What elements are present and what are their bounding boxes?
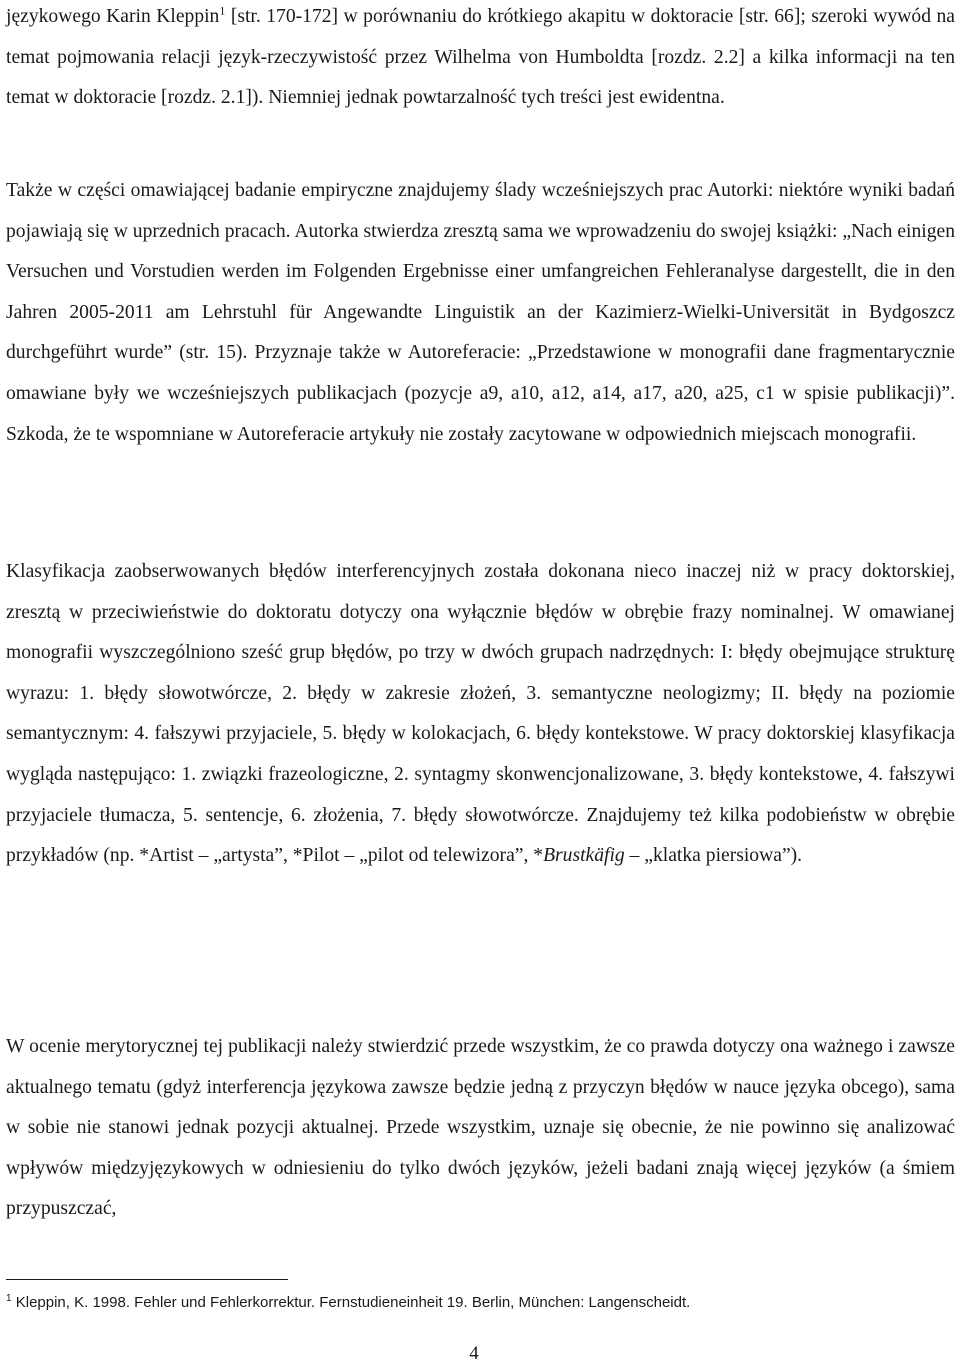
footnote-reference[interactable]: 1	[219, 3, 226, 18]
paragraph-1	[6, 0, 955, 119]
footnote-text: Kleppin, K. 1998. Fehler und Fehlerkorrektur. Fernstudieneinheit 19. Berlin, München: Langenscheidt.	[11, 1294, 691, 1311]
paragraph-3-text: Klasyfikacja zaobserwowanych błędów interferencyjnych została dokonana nieco inaczej niż w pracy doktorskiej, zresztą w przeciwieństwie do doktoratu dotyczy ona wyłącznie błędów w obrębie frazy nominalnej. W omawianej monografii wyszczególniono sześć grup błędów, po trzy w dwóch grupach nadrzędnych: I: błędy obejmujące strukturę wyrazu: 1. błędy słowotwórcze, 2. błędy w zakresie złożeń, 3. semantyczne neologizmy; II. błędy na poziomie semantycznym: 4. fałszywi przyjaciele, 5. błędy w kolokacjach, 6. błędy kontekstowe. W pracy doktorskiej klasyfikacja wygląda następująco: 1. związki frazeologiczne, 2. syntagmy skonwencjonalizowane, 3. błędy kontekstowe, 4. fałszywi przyjaciele tłumacza, 5. sentencje, 6. złożenia, 7. błędy słowotwórcze. Znajdujemy też kilka podobieństw w obrębie przykładów (np. *Artist – „artysta”, *Pilot – „pilot od telewizora”, *	[6, 561, 955, 867]
footnote	[6, 1290, 955, 1316]
paragraph-3-end: – „klatka piersiowa”).	[624, 845, 803, 867]
paragraph-2: Także w części omawiającej badanie empiryczne znajdujemy ślady wcześniejszych prac Autorki: niektóre wyniki badań pojawiają się w uprzednich pracach. Autorka stwierdza zresztą sama we wprowadzeniu do swojej książki: „Nach einigen Versuchen und Vorstudien werden im Folgenden Ergebnisse einer umfangreichen Fehleranalyse dargestellt, die in den Jahren 2005-2011 am Lehrstuhl für Angewandte Linguistik an der Kazimierz-Wielki-Universität in Bydgoszcz durchgeführt wurde” (str. 15). Przyznaje także w Autoreferacie: „Przedstawione w monografii dane fragmentarycznie omawiane były we wcześniejszych publikacjach (pozycje a9, a10, a12, a14, a17, a20, a25, c1 w spisie publikacji)”. Szkoda, że te wspomniane w Autoreferacie artykuły nie zostały zacytowane w odpowiednich miejscach monografii.	[6, 180, 955, 445]
paragraph-4: W ocenie merytorycznej tej publikacji należy stwierdzić przede wszystkim, że co prawda dotyczy ona ważnego i zawsze aktualnego tematu (gdyż interferencja językowa zawsze będzie jedną z przyczyn błędów w nauce języka obcego), sama w sobie nie stanowi jednak pozycji aktualnej. Przede wszystkim, uznaje się obecnie, że nie powinno się analizować wpływów międzyjęzykowych w odniesieniu do tylko dwóch języków, jeżeli badani znają więcej języków (a śmiem przypuszczać,	[6, 1036, 955, 1220]
footnote-separator	[6, 1279, 288, 1280]
paragraph-3	[6, 552, 955, 877]
footnote-number: 1	[6, 1293, 12, 1304]
paragraph-3-italic-term: Brustkäfig	[543, 845, 625, 867]
paragraph-1-rest: [str. 170-172] w porównaniu do krótkiego akapitu w doktoracie [str. 66]; szeroki wywód na temat pojmowania relacji język-rzeczywistość przez Wilhelma von Humboldta [rozdz. 2.2] a kilka informacji na ten temat w doktoracie [rozdz. 2.1]). Niemniej jednak powtarzalność tych treści jest ewidentna.	[6, 6, 955, 109]
page-number: 4	[469, 1343, 479, 1364]
paragraph-1-start: językowego Karin Kleppin	[6, 6, 220, 27]
